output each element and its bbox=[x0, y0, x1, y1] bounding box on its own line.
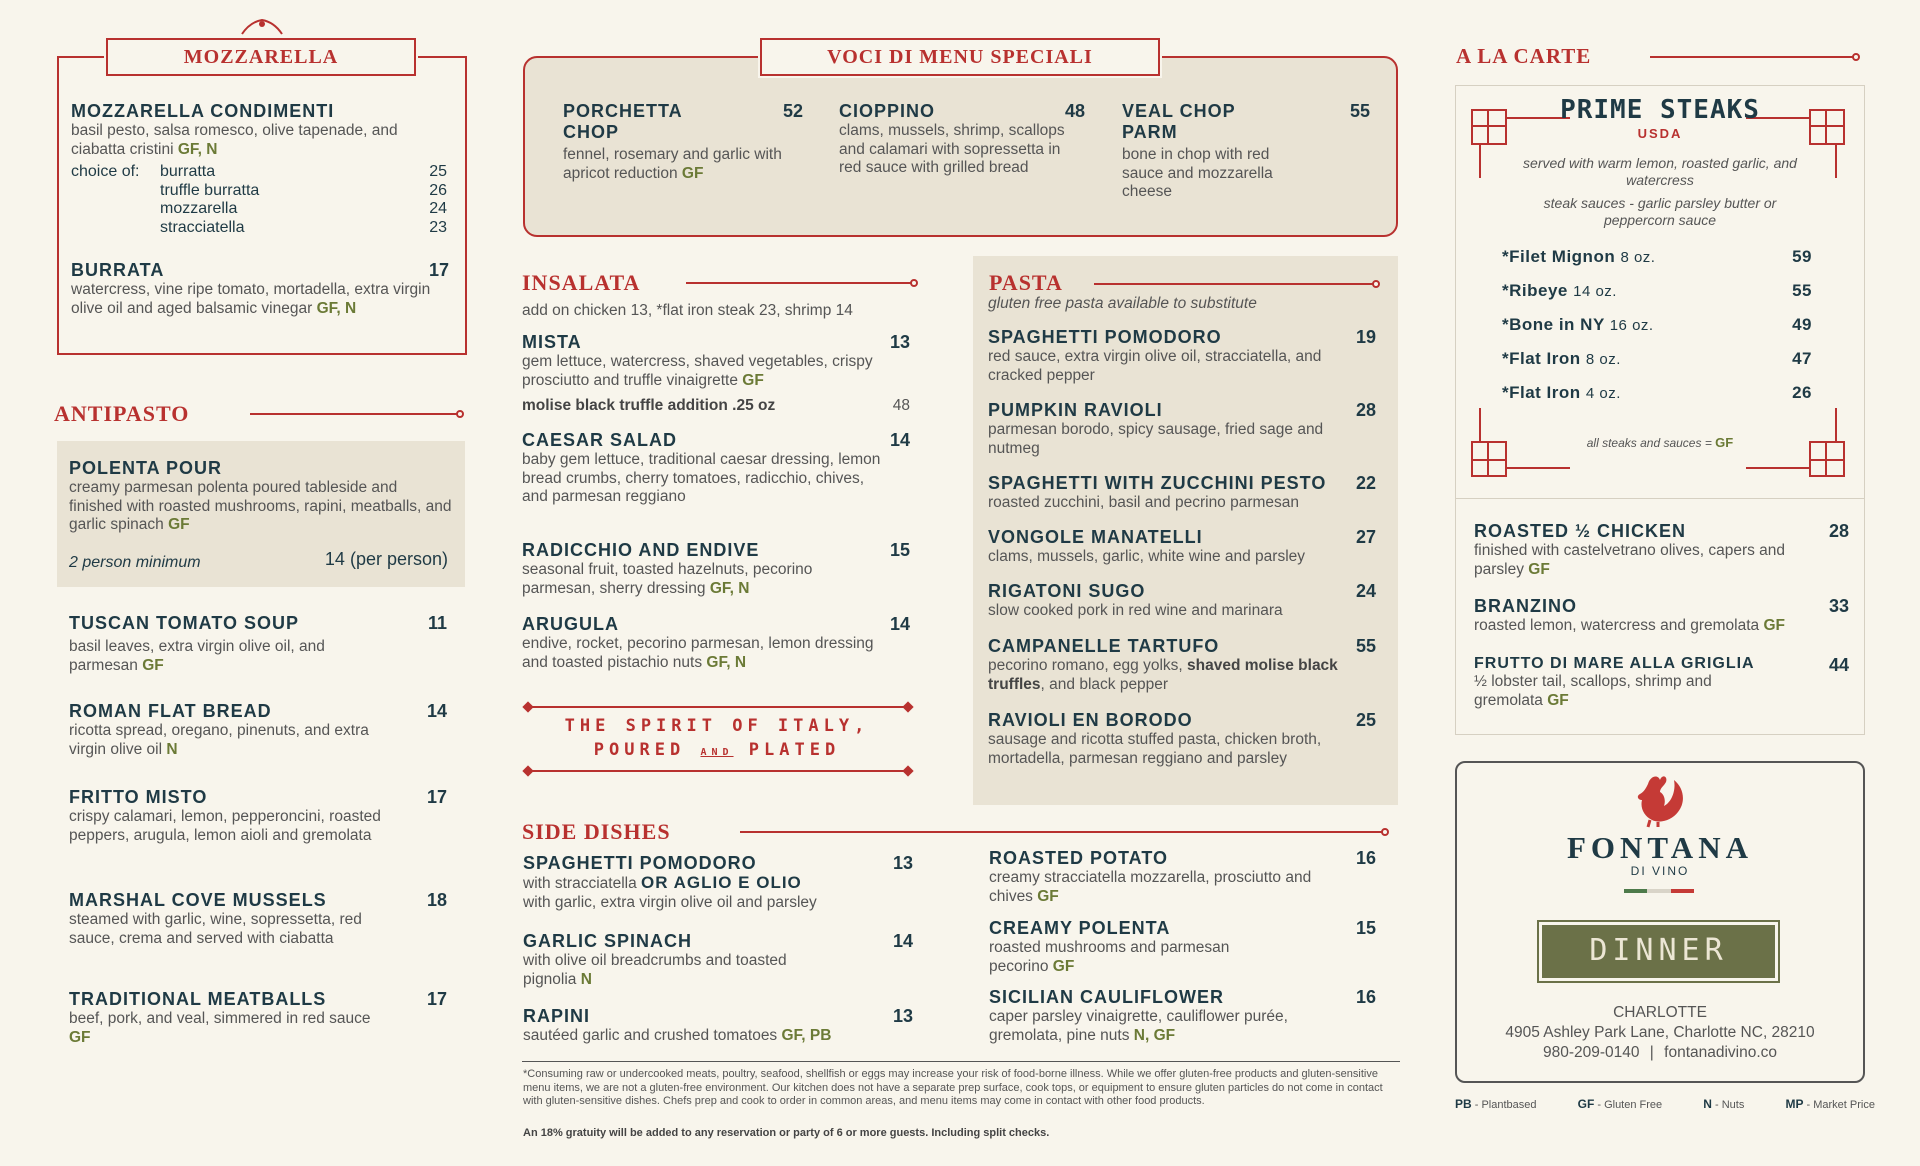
rule-end-icon bbox=[456, 410, 464, 418]
pasta-title: PASTA bbox=[989, 270, 1063, 295]
rule-end-icon bbox=[522, 765, 533, 776]
pasta-item: SPAGHETTI WITH ZUCCHINI PESTO 22 roasted zucchini, basil and pecrino parmesan bbox=[988, 473, 1376, 511]
antipasto-rule bbox=[250, 413, 460, 415]
antipasto-item: FRITTO MISTO 17 crispy calamari, lemon, pepperoncini, roasted peppers, arugula, lemon aioli and gremolata bbox=[69, 787, 447, 844]
mozzarella-condimenti: MOZZARELLA CONDIMENTI basil pesto, salsa romesco, olive tapenade, and ciabatta cristini GF, N bbox=[71, 101, 398, 158]
steaks-served: served with warm lemon, roasted garlic, and watercress bbox=[1523, 155, 1797, 188]
rule-end-icon bbox=[902, 701, 913, 712]
steak-row: *Ribeye 14 oz. 55 bbox=[1502, 281, 1812, 300]
brand-contact: 980-209-0140 | fontanadivino.co bbox=[1542, 1044, 1778, 1061]
insalata-title: INSALATA bbox=[522, 270, 641, 295]
steak-row: *Filet Mignon 8 oz. 59 bbox=[1502, 247, 1812, 266]
flag-stripe bbox=[1624, 889, 1694, 893]
brand-city: CHARLOTTE bbox=[1613, 1004, 1707, 1021]
side-item: SICILIAN CAULIFLOWER 16 caper parsley vinaigrette, cauliflower purée, gremolata, pine nuts N, GF bbox=[989, 987, 1376, 1044]
antipasto-title: ANTIPASTO bbox=[54, 401, 190, 426]
brand-phone[interactable]: 980-209-0140 bbox=[1542, 1044, 1640, 1061]
side-item: RAPINI 13 sautéed garlic and crushed tomatoes GF, PB bbox=[523, 1006, 913, 1044]
pasta-rule bbox=[1094, 283, 1374, 285]
side-dishes-rule bbox=[740, 831, 1384, 833]
legend-item: MP - Market Price bbox=[1785, 1097, 1875, 1111]
pasta-item: RAVIOLI EN BORODO 25 sausage and ricotta stuffed pasta, chicken broth, mortadella, parmesan reggiano and parsley bbox=[988, 710, 1376, 767]
choice-label: choice of: bbox=[71, 163, 140, 180]
choice-row: stracciatella 23 bbox=[160, 218, 447, 236]
pasta-item: PUMPKIN RAVIOLI 28 parmesan borodo, spicy sausage, fried sage and nutmeg bbox=[988, 400, 1376, 457]
rule-end-icon bbox=[1852, 53, 1860, 61]
brand-address: 4905 Ashley Park Lane, Charlotte NC, 28210 bbox=[1505, 1024, 1815, 1041]
rooster-icon bbox=[1630, 772, 1690, 828]
rule-end-icon bbox=[1381, 828, 1389, 836]
tagline-rule-top bbox=[528, 706, 908, 708]
polenta-minimum: 2 person minimum bbox=[69, 554, 201, 571]
insalata-item: ARUGULA 14 endive, rocket, pecorino parmesan, lemon dressing and toasted pistachio nuts GF, N bbox=[522, 614, 910, 671]
brand-name: FONTANA bbox=[1567, 830, 1753, 865]
legend-item: PB - Plantbased bbox=[1455, 1097, 1537, 1111]
ornament-icon bbox=[238, 18, 286, 36]
choice-row: burratta 25 bbox=[160, 163, 447, 180]
side-item: CREAMY POLENTA 15 roasted mushrooms and parmesan pecorino GF bbox=[989, 918, 1376, 975]
insalata-item: RADICCHIO AND ENDIVE 15 seasonal fruit, toasted hazelnuts, pecorino parmesan, sherry dressing GF, N bbox=[522, 540, 910, 597]
antipasto-item: TRADITIONAL MEATBALLS 17 beef, pork, and veal, simmered in red sauce GF bbox=[69, 989, 447, 1046]
side-item: SPAGHETTI POMODORO 13 with stracciatella OR AGLIO E OLIO with garlic, extra virgin olive oil and parsley bbox=[523, 853, 913, 911]
carte-divider bbox=[1456, 498, 1864, 499]
pasta-note: gluten free pasta available to substitute bbox=[988, 295, 1257, 312]
antipasto-item: TUSCAN TOMATO SOUP 11 basil leaves, extra virgin olive oil, and parmesan GF bbox=[69, 613, 447, 674]
steaks-subtitle: USDA bbox=[1637, 126, 1683, 141]
steaks-title: PRIME STEAKS bbox=[1560, 95, 1760, 125]
polenta-price: 14 (per person) bbox=[324, 549, 448, 569]
choice-list bbox=[160, 163, 447, 237]
rule-end-icon bbox=[910, 279, 918, 287]
disclaimer: *Consuming raw or undercooked meats, poultry, seafood, shellfish or eggs may increase your risk of food-borne illness. While we offer gluten-free products and gluten-sensitive menu items, we are not a gluten-free environment. Our kitchen does not have a separate prep surface, cook tops, or equipment to ensure gluten particles do not come in contact with gluten-sensitive dishes. Chefs prep and cook to order in common areas, and menu items may come in contact with other food products. bbox=[523, 1068, 1383, 1107]
side-dishes-title: SIDE DISHES bbox=[522, 819, 671, 844]
steaks-sauces: steak sauces - garlic parsley butter or peppercorn sauce bbox=[1543, 195, 1777, 228]
steak-row: *Flat Iron 8 oz. 47 bbox=[1502, 349, 1812, 368]
side-item: GARLIC SPINACH 14 with olive oil breadcrumbs and toasted pignolia N bbox=[523, 931, 913, 988]
insalata-item: CAESAR SALAD 14 baby gem lettuce, traditional caesar dressing, lemon bread crumbs, cherry tomatoes, radicchio, chives, and parmesan reggiano bbox=[522, 430, 910, 505]
antipasto-item: MARSHAL COVE MUSSELS 18 steamed with garlic, wine, sopressetta, red sauce, crema and served with ciabatta bbox=[69, 890, 447, 947]
rule-end-icon bbox=[522, 701, 533, 712]
a-la-carte-title: A LA CARTE bbox=[1456, 44, 1592, 68]
steak-row: *Bone in NY 16 oz. 49 bbox=[1502, 315, 1812, 334]
specials-title: VOCI DI MENU SPECIALI bbox=[827, 46, 1093, 68]
legend-item: N - Nuts bbox=[1703, 1097, 1745, 1111]
carte-item: FRUTTO DI MARE ALLA GRIGLIA 44 ½ lobster tail, scallops, shrimp and gremolata GF bbox=[1474, 655, 1849, 709]
rule-end-icon bbox=[1372, 280, 1380, 288]
burrata-item: BURRATA 17 watercress, vine ripe tomato, mortadella, extra virgin olive oil and aged balsamic vinegar GF, N bbox=[71, 260, 449, 317]
carte-item: BRANZINO 33 roasted lemon, watercress and gremolata GF bbox=[1474, 596, 1849, 634]
brand-site-link[interactable]: fontanadivino.co bbox=[1664, 1044, 1778, 1061]
special-item: VEAL CHOP PARM 55 bone in chop with red sauce and mozzarella cheese bbox=[1122, 101, 1370, 200]
truffle-addition: molise black truffle addition .25 oz 48 bbox=[522, 397, 910, 414]
tagline: THE SPIRIT OF ITALY, POURED AND PLATED bbox=[564, 716, 870, 760]
insalata-note: add on chicken 13, *flat iron steak 23, shrimp 14 bbox=[522, 302, 853, 319]
mozzarella-title: MOZZARELLA bbox=[183, 46, 339, 68]
tagline-rule-bottom bbox=[528, 770, 908, 772]
antipasto-item: ROMAN FLAT BREAD 14 ricotta spread, oregano, pinenuts, and extra virgin olive oil N bbox=[69, 701, 447, 758]
polenta-pour: POLENTA POUR creamy parmesan polenta poured tableside and finished with roasted mushrooms, rapini, meatballs, and garlic spinach GF bbox=[69, 458, 452, 533]
side-item: ROASTED POTATO 16 creamy stracciatella mozzarella, prosciutto and chives GF bbox=[989, 848, 1376, 905]
insalata-mista: MISTA 13 gem lettuce, watercress, shaved vegetables, crispy prosciutto and truffle vinaigrette GF bbox=[522, 332, 910, 389]
steaks-footnote: all steaks and sauces = GF bbox=[1586, 435, 1734, 450]
choice-row: truffle burratta 26 bbox=[160, 181, 447, 199]
pasta-item: SPAGHETTI POMODORO 19 red sauce, extra virgin olive oil, stracciatella, and cracked pepper bbox=[988, 327, 1376, 384]
gratuity-note: An 18% gratuity will be added to any reservation or party of 6 or more guests. Including split checks. bbox=[523, 1127, 1050, 1139]
carte-item: ROASTED ½ CHICKEN 28 finished with castelvetrano olives, capers and parsley GF bbox=[1474, 521, 1849, 578]
rule-end-icon bbox=[902, 765, 913, 776]
legend-item: GF - Gluten Free bbox=[1577, 1097, 1663, 1111]
pasta-item: RIGATONI SUGO 24 slow cooked pork in red wine and marinara bbox=[988, 581, 1376, 619]
steak-row: *Flat Iron 4 oz. 26 bbox=[1502, 383, 1812, 402]
choice-row: mozzarella 24 bbox=[160, 200, 447, 217]
legend bbox=[1455, 1097, 1875, 1111]
pasta-item: CAMPANELLE TARTUFO 55 pecorino romano, egg yolks, shaved molise black truffles, and black pepper bbox=[988, 636, 1376, 693]
insalata-rule bbox=[686, 282, 914, 284]
a-la-carte-rule bbox=[1650, 56, 1856, 58]
brand-sub: DI VINO bbox=[1630, 864, 1690, 878]
disclaimer-rule bbox=[522, 1061, 1400, 1062]
pasta-item: VONGOLE MANATELLI 27 clams, mussels, garlic, white wine and parsley bbox=[988, 527, 1376, 565]
special-item: CIOPPINO 48 clams, mussels, shrimp, scallops and calamari with sopressetta in red sauce with grilled bread bbox=[839, 101, 1085, 176]
special-item: PORCHETTA CHOP 52 fennel, rosemary and garlic with apricot reduction GF bbox=[563, 101, 803, 182]
dinner-label: DINNER bbox=[1589, 933, 1728, 968]
